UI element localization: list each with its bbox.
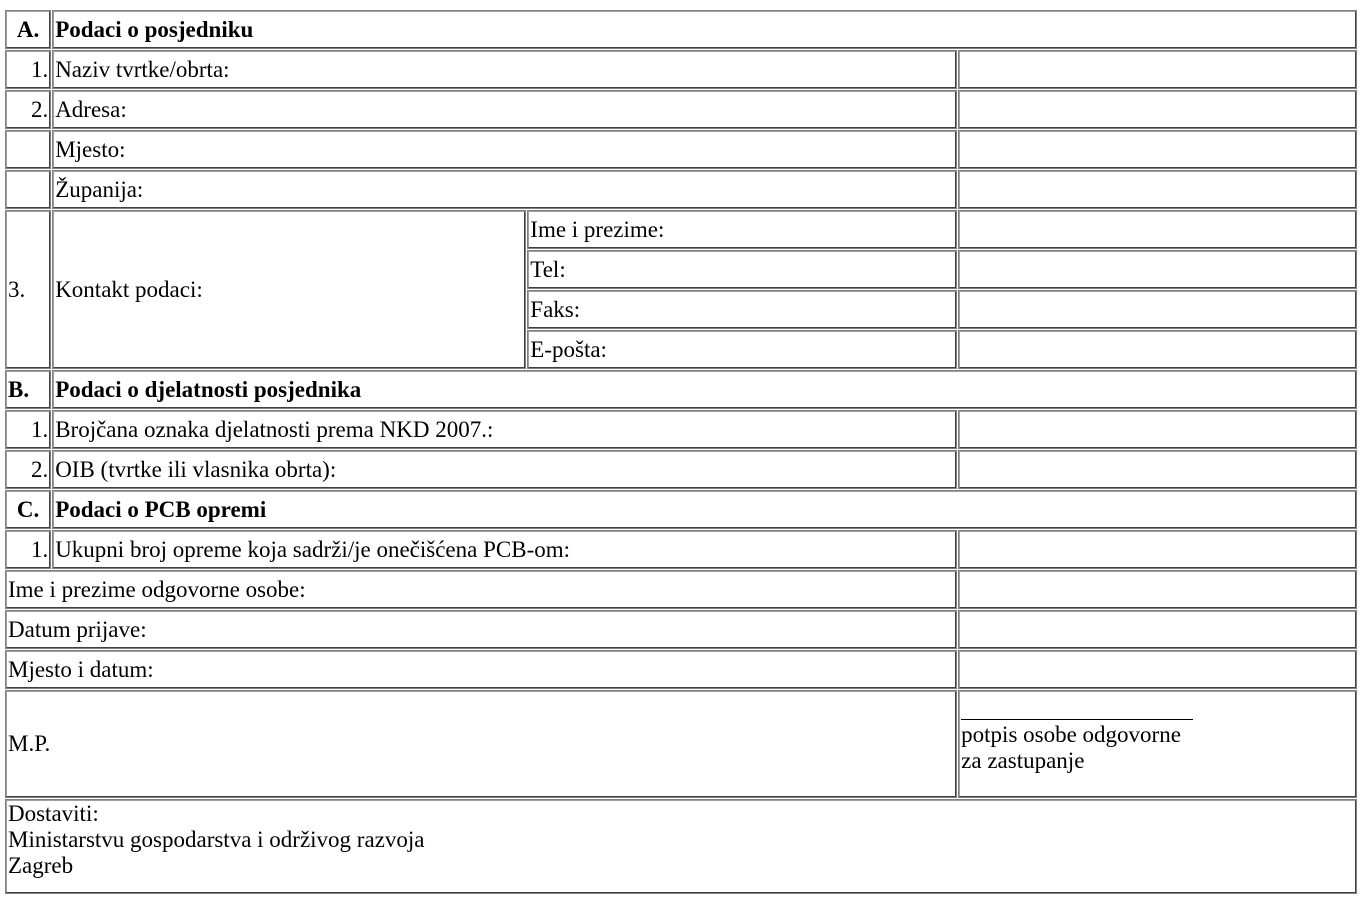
row-number: 1.	[6, 411, 50, 448]
row-number: 1.	[6, 51, 50, 88]
section-c-header	[6, 491, 1356, 528]
delivery-note	[6, 800, 1356, 893]
form-row-company-name	[6, 51, 1356, 88]
form-row-place	[6, 131, 1356, 168]
stamp-area: M.P.	[6, 691, 956, 797]
signature-area[interactable]	[959, 691, 1356, 797]
row-number: 1.	[6, 531, 50, 568]
signature-caption-line1: potpis osobe odgovorne	[961, 721, 1181, 747]
section-c-title: Podaci o PCB opremi	[53, 491, 1356, 528]
field-value-county[interactable]	[959, 171, 1356, 208]
field-label-county: Županija:	[53, 171, 956, 208]
section-b-title: Podaci o djelatnosti posjednika	[53, 371, 1356, 408]
delivery-heading: Dostaviti:	[8, 801, 99, 826]
form-row-county	[6, 171, 1356, 208]
delivery-recipient: Ministarstvu gospodarstva i održivog razvoja	[8, 827, 425, 852]
form-row-nkd-code	[6, 411, 1356, 448]
field-label-address: Adresa:	[53, 91, 956, 128]
field-label-equipment-count: Ukupni broj opreme koja sadrži/je onečišćena PCB-om:	[53, 531, 956, 568]
field-label-submission-date: Datum prijave:	[6, 611, 956, 648]
row-number	[6, 131, 50, 168]
field-value-equipment-count[interactable]	[959, 531, 1356, 568]
field-label-nkd-code: Brojčana oznaka djelatnosti prema NKD 2007.:	[53, 411, 956, 448]
form-row-address	[6, 91, 1356, 128]
field-value-submission-date[interactable]	[959, 611, 1356, 648]
section-a-letter: A.	[6, 11, 50, 48]
form-row-contact-name	[6, 211, 1356, 248]
field-label-contact: Kontakt podaci:	[53, 211, 525, 368]
section-b-header	[6, 371, 1356, 408]
field-value-contact-email[interactable]	[959, 331, 1356, 368]
form-row-submission-date	[6, 611, 1356, 648]
section-a-title: Podaci o posjedniku	[53, 11, 1356, 48]
field-value-address[interactable]	[959, 91, 1356, 128]
field-label-contact-fax: Faks:	[528, 291, 956, 328]
stamp-row	[6, 691, 1356, 797]
row-number	[6, 171, 50, 208]
field-value-place[interactable]	[959, 131, 1356, 168]
section-c-letter: C.	[6, 491, 50, 528]
row-number: 3.	[6, 211, 50, 368]
field-label-responsible-person: Ime i prezime odgovorne osobe:	[6, 571, 956, 608]
delivery-city: Zagreb	[8, 853, 74, 878]
field-value-nkd-code[interactable]	[959, 411, 1356, 448]
section-a-header	[6, 11, 1356, 48]
signature-caption-line2: za zastupanje	[961, 747, 1085, 773]
section-b-letter: B.	[6, 371, 50, 408]
row-number: 2.	[6, 451, 50, 488]
field-label-contact-phone: Tel:	[528, 251, 956, 288]
signature-line	[961, 719, 1193, 720]
field-label-contact-name: Ime i prezime:	[528, 211, 956, 248]
field-label-place-and-date: Mjesto i datum:	[6, 651, 956, 688]
pcb-registration-form	[3, 8, 1359, 896]
row-number: 2.	[6, 91, 50, 128]
delivery-row	[6, 800, 1356, 893]
field-value-place-and-date[interactable]	[959, 651, 1356, 688]
field-value-contact-name[interactable]	[959, 211, 1356, 248]
form-row-place-and-date	[6, 651, 1356, 688]
field-label-contact-email: E-pošta:	[528, 331, 956, 368]
form-row-responsible-person	[6, 571, 1356, 608]
form-row-oib	[6, 451, 1356, 488]
form-row-equipment-count	[6, 531, 1356, 568]
field-value-company-name[interactable]	[959, 51, 1356, 88]
field-value-responsible-person[interactable]	[959, 571, 1356, 608]
field-label-place: Mjesto:	[53, 131, 956, 168]
field-value-contact-fax[interactable]	[959, 291, 1356, 328]
field-label-oib: OIB (tvrtke ili vlasnika obrta):	[53, 451, 956, 488]
field-value-contact-phone[interactable]	[959, 251, 1356, 288]
field-value-oib[interactable]	[959, 451, 1356, 488]
field-label-company-name: Naziv tvrtke/obrta:	[53, 51, 956, 88]
